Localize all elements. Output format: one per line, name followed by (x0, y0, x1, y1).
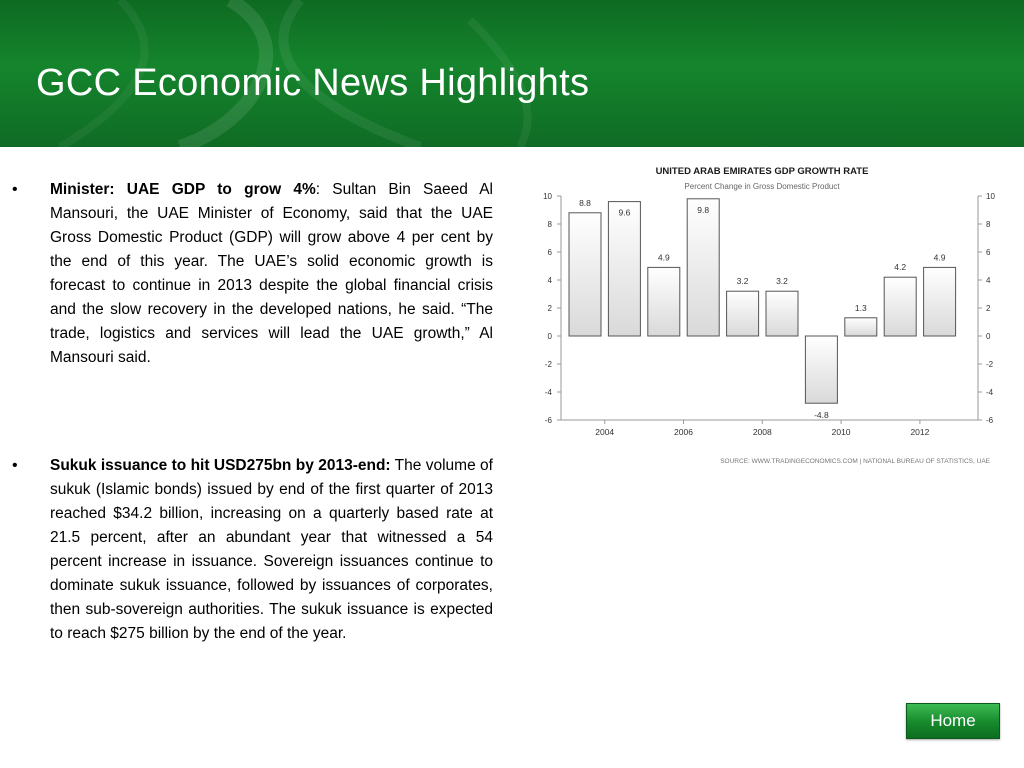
chart-bar (766, 291, 798, 336)
chart-svg (518, 158, 1002, 470)
bar-data-label: 9.8 (697, 204, 710, 215)
bullet-body: Sultan Bin Saeed Al Mansouri, the UAE Minister of Economy, said that the UAE Gross Domestic Product (GDP) will grow above 4 per cent by the end of this year. The UAE’s solid economic growth is forecast to continue in 2013 despite the global financial crisis and the slow recovery in the developed nations, he said. “The trade, logistics and services will lead the UAE growth,” Al Mansouri said. (50, 181, 493, 366)
chart-bar (924, 267, 956, 336)
bullet-item-sukuk (0, 454, 500, 674)
x-tick-label: 2008 (752, 427, 772, 437)
y-tick-label-right: 2 (986, 304, 991, 313)
bar-data-label: 4.9 (933, 252, 946, 263)
bullet-point: • (12, 181, 18, 198)
x-tick-label: 2006 (674, 427, 693, 437)
y-tick-label-left: 6 (547, 248, 552, 257)
bar-data-label: 3.2 (776, 276, 788, 287)
y-tick-label-right: 0 (986, 332, 991, 341)
bullet-text (50, 454, 493, 646)
bullet-item-gdp (0, 178, 500, 398)
y-tick-label-right: 6 (986, 248, 991, 257)
y-tick-label-left: 8 (547, 220, 552, 229)
bar-data-label: 1.3 (854, 302, 867, 313)
page-title: GCC Economic News Highlights (36, 62, 590, 104)
y-tick-label-left: -4 (544, 388, 552, 397)
y-tick-label-right: -4 (986, 388, 994, 397)
bar-data-label: 4.9 (657, 252, 670, 263)
bullet-separator: : (315, 181, 321, 198)
slide-header (0, 0, 1024, 147)
bullet-heading: Minister: UAE GDP to grow 4% (50, 181, 316, 198)
y-tick-label-right: 4 (986, 276, 991, 285)
x-tick-label: 2004 (595, 427, 615, 437)
chart-bar (687, 199, 719, 336)
y-tick-label-left: 4 (547, 276, 552, 285)
gdp-growth-chart (518, 158, 1002, 470)
y-tick-label-right: -6 (986, 416, 994, 425)
chart-bar (805, 336, 837, 403)
y-tick-label-left: 10 (543, 192, 552, 201)
bullet-point: • (12, 457, 18, 474)
bullet-text (50, 178, 493, 370)
chart-source: SOURCE: WWW.TRADINGECONOMICS.COM | NATIONAL BUREAU OF STATISTICS, UAE (720, 458, 990, 465)
y-tick-label-left: 2 (547, 304, 552, 313)
chart-bar (845, 318, 877, 336)
bar-data-label: -4.8 (814, 410, 829, 421)
chart-bar (884, 277, 916, 336)
home-button[interactable]: Home (906, 703, 1000, 739)
bar-data-label: 3.2 (736, 276, 749, 287)
bar-data-label: 4.2 (894, 262, 907, 273)
bullet-body: The volume of sukuk (Islamic bonds) issued by end of the first quarter of 2013 reached $34.2 billion, increasing on a quarterly based rate at 21.5 percent, after an abundant year that witnessed a 54 percent increase in issuance. Sovereign issuances continue to dominate sukuk issuance, followed by issuances of corporates, then sub-sovereign authorities. The sukuk issuance is expected to reach $275 billion by the end of the year. (50, 457, 493, 642)
chart-subtitle: Percent Change in Gross Domestic Product (684, 182, 840, 191)
bar-data-label: 8.8 (579, 197, 591, 208)
chart-bar (727, 291, 759, 336)
chart-title: UNITED ARAB EMIRATES GDP GROWTH RATE (655, 166, 869, 177)
x-tick-label: 2012 (910, 427, 930, 437)
y-tick-label-right: -2 (986, 360, 994, 369)
y-tick-label-left: -2 (544, 360, 552, 369)
chart-bar (569, 213, 601, 336)
chart-bar (648, 267, 680, 336)
bar-data-label: 9.6 (618, 207, 631, 218)
y-tick-label-right: 10 (986, 192, 995, 201)
bullet-heading: Sukuk issuance to hit USD275bn by 2013-end: (50, 457, 391, 474)
y-tick-label-right: 8 (986, 220, 991, 229)
x-tick-label: 2010 (831, 427, 851, 437)
y-tick-label-left: -6 (544, 416, 552, 425)
y-tick-label-left: 0 (547, 332, 552, 341)
chart-bar (608, 202, 640, 336)
